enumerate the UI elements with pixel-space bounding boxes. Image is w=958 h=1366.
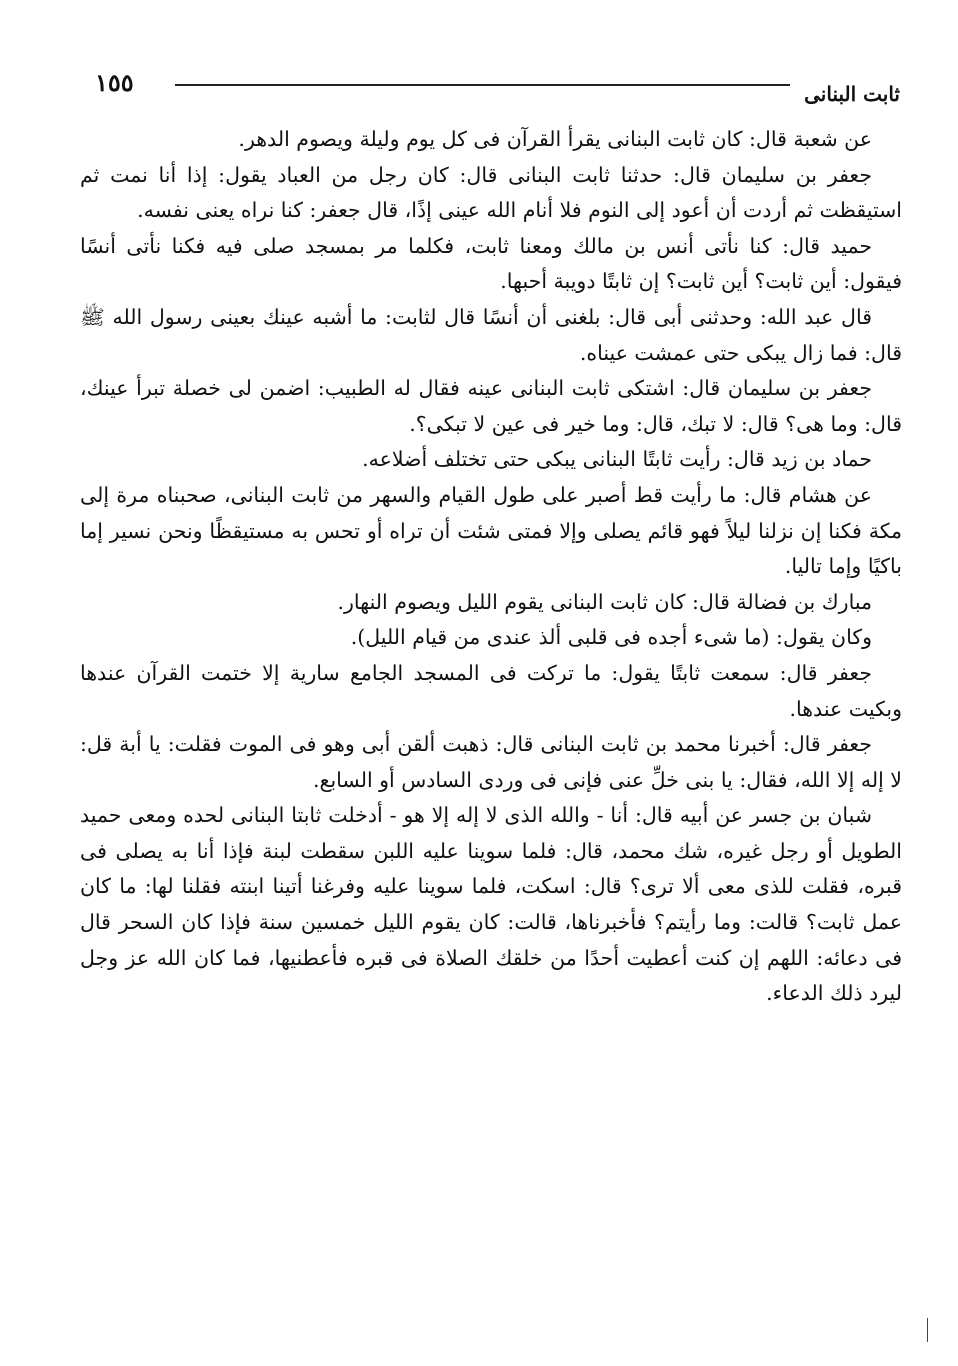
paragraph: جعفر قال: أخبرنا محمد بن ثابت البنانى قال: ذهبت ألقن أبى وهو فى الموت فقلت: يا أبة قل: لا إله إلا الله، فقال: يا بنى خلِّ عنى فإنى فى وردى السادس أو السابع. [80,732,902,792]
header-rule [175,84,790,86]
body-text [80,122,902,1012]
paragraph: قال عبد الله: وحدثنى أبى قال: بلغنى أن أنسًا قال لثابت: ما أشبه عينك بعينى رسول الله ﷺ قال: فما زال يبكى حتى عمشت عيناه. [80,304,902,365]
scan-edge-mark [927,1318,928,1342]
paragraph: جعفر قال: سمعت ثابتًا يقول: ما تركت فى المسجد الجامع سارية إلا ختمت القرآن عندها وبكيت عندها. [80,660,902,721]
paragraph: شبان بن جسر عن أبيه قال: أنا - والله الذى لا إله إلا هو - أدخلت ثابتا البنانى لحده ومعى حميد الطويل أو رجل غيره، شك محمد، قال: فلما سوينا عليه اللبن سقطت لبنة فإذا أنا به يصلى فى قبره، فقلت للذى معى ألا ترى؟ قال: اسكت، فلما سوينا عليه وفرغنا أتينا ابنته فقلنا لها: ما كان عمل ثابت؟ قالت: وما رأيتم؟ فأخبرناها، قالت: كان يقوم الليل خمسين سنة فإذا كان السحر قال فى دعائه: اللهم إن كنت أعطيت أحدًا من خلقك الصلاة فى قبره فأعطنيها، فما كان الله عز وجل ليرد ذلك الدعاء. [80,803,902,1006]
paragraph: جعفر بن سليمان قال: حدثنا ثابت البنانى قال: كان رجل من العباد يقول: إذا أنا نمت ثم استيقظت ثم أردت أن أعود إلى النوم فلا أنام الله عينى إذًا، قال جعفر: كنا نراه يعنى نفسه. [80,162,902,223]
paragraph: حماد بن زيد قال: رأيت ثابتًا البنانى يبكى حتى تختلف أضلاعه. [362,447,872,472]
paragraph: جعفر بن سليمان قال: اشتكى ثابت البنانى عينه فقال له الطبيب: اضمن لى خصلة تبرأ عينك، قال: وما هى؟ قال: لا تبك، قال: وما خير فى عين لا تبكى؟. [80,376,902,436]
paragraph: عن شعبة قال: كان ثابت البنانى يقرأ القرآن فى كل يوم وليلة ويصوم الدهر. [238,127,872,151]
page-header [95,68,900,108]
running-title: ثابت البنانى [804,82,900,106]
paragraph: وكان يقول: (ما شىء أجده فى قلبى ألذ عندى من قيام الليل). [350,625,872,650]
page-number: ١٥٥ [95,68,134,97]
paragraph: مبارك بن فضالة قال: كان ثابت البنانى يقوم الليل ويصوم النهار. [337,589,872,614]
paragraph: حميد قال: كنا نأتى أنس بن مالك ومعنا ثابت، فكلما مر بمسجد صلى فيه فكنا نأتى أنسًا فيقول: أين ثابت؟ أين ثابت؟ إن ثابتًا دويبة أحبها. [80,233,902,294]
paragraph: عن هشام قال: ما رأيت قط أصبر على طول القيام والسهر من ثابت البنانى، صحبناه مرة إلى مكة فكنا إن نزلنا ليلاً فهو قائم يصلى وإلا فمتى شئت أن تراه أو تحس به مستيقظًا ونحن نسير إما باكيًا وإما تاليا. [80,482,902,579]
